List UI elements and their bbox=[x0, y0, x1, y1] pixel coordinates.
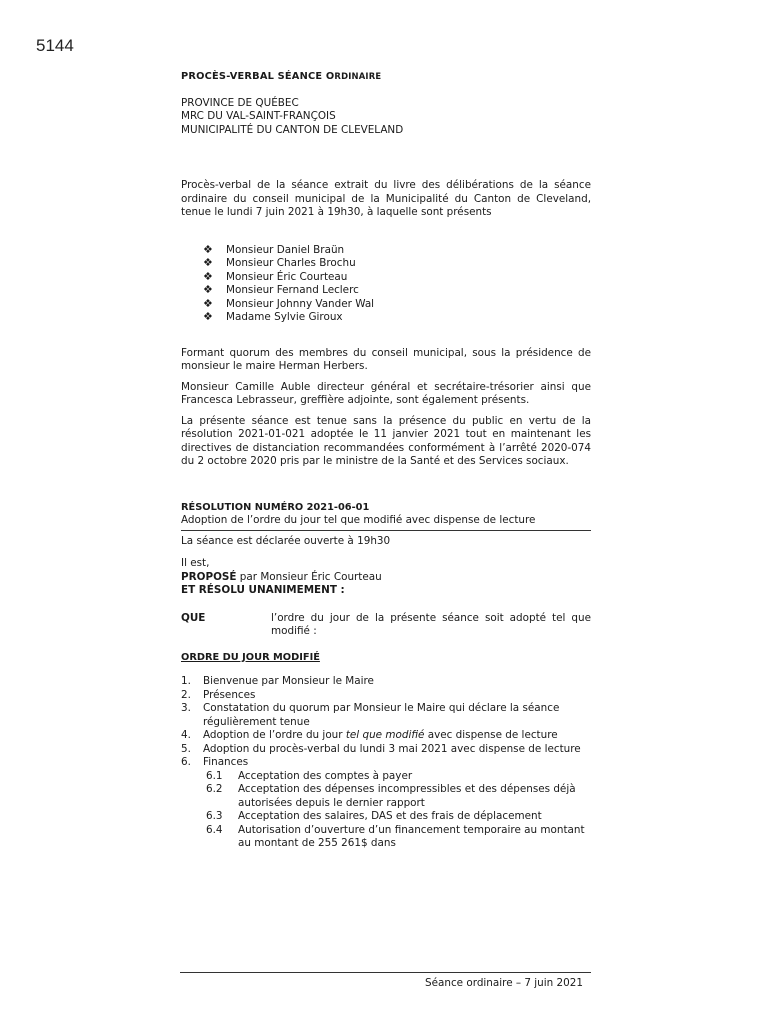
member-item bbox=[203, 298, 591, 312]
diamond-bullet-icon: ❖ bbox=[203, 242, 213, 256]
finance-subitem bbox=[181, 770, 591, 784]
finance-subitem bbox=[181, 824, 591, 851]
subitem-num: 6.4 bbox=[206, 823, 223, 836]
resolution-number: RÉSOLUTION NUMÉRO 2021-06-01 bbox=[181, 501, 370, 513]
diamond-bullet-icon: ❖ bbox=[203, 256, 213, 269]
page-number: 5144 bbox=[36, 36, 74, 55]
header-province: PROVINCE DE QUÉBEC bbox=[181, 96, 299, 109]
subitem-num: 6.2 bbox=[206, 783, 223, 795]
document-title bbox=[181, 70, 591, 84]
agenda-text bbox=[203, 729, 591, 743]
agenda-text: Présences bbox=[203, 688, 256, 701]
agenda-text-after: avec dispense de lecture bbox=[424, 729, 558, 741]
member-name: Monsieur Daniel Braün bbox=[226, 243, 345, 256]
que-text: l’ordre du jour de la présente séance soit adopté tel que modifié : bbox=[271, 611, 591, 637]
member-name: Monsieur Fernand Leclerc bbox=[226, 284, 359, 296]
jurisdiction-header bbox=[181, 97, 591, 138]
agenda-num: 2. bbox=[181, 688, 191, 701]
diamond-bullet-icon: ❖ bbox=[203, 283, 213, 296]
member-name: Monsieur Johnny Vander Wal bbox=[226, 297, 375, 310]
agenda-heading: ORDRE DU JOUR MODIFIÉ bbox=[181, 651, 320, 663]
agenda-num: 3. bbox=[181, 702, 191, 714]
member-name: Madame Sylvie Giroux bbox=[226, 311, 343, 323]
subitem-text: Acceptation des dépenses incompressibles et des dépenses déjà autorisées depuis le dernier rapport bbox=[238, 783, 576, 809]
member-name: Monsieur Charles Brochu bbox=[226, 257, 356, 269]
member-item bbox=[203, 271, 591, 285]
member-name: Monsieur Éric Courteau bbox=[226, 270, 348, 283]
intro-paragraph: Procès-verbal de la séance extrait du livre des délibérations de la séance ordinaire du conseil municipal de la Municipalité du Canton de Cleveland, tenue le lundi 7 juin 2021 à 19h30, à laquelle sont présents bbox=[181, 179, 591, 218]
agenda-item bbox=[181, 743, 591, 757]
agenda-text-before: Adoption de l’ordre du jour bbox=[203, 729, 346, 741]
resolution-title: Adoption de l’ordre du jour tel que modifié avec dispense de lecture bbox=[181, 514, 536, 526]
agenda-text: Bienvenue par Monsieur le Maire bbox=[203, 675, 374, 687]
agenda-num: 4. bbox=[181, 729, 191, 741]
title-part1: PROCÈS-VERBAL SÉANCE O bbox=[181, 71, 335, 82]
diamond-bullet-icon: ❖ bbox=[203, 296, 213, 310]
document-body bbox=[181, 70, 591, 851]
agenda-list bbox=[181, 675, 591, 770]
header-mrc: MRC DU VAL-SAINT-FRANÇOIS bbox=[181, 110, 336, 122]
agenda-item bbox=[181, 702, 591, 729]
session-opened: La séance est déclarée ouverte à 19h30 bbox=[181, 534, 391, 547]
staff-paragraph: Monsieur Camille Auble directeur général et secrétaire-trésorier ainsi que Francesca Lebrasseur, greffière adjointe, sont également présents. bbox=[181, 380, 591, 406]
il-est: Il est, bbox=[181, 557, 210, 569]
members-list bbox=[203, 244, 591, 325]
member-item bbox=[203, 257, 591, 271]
proposed-label: PROPOSÉ bbox=[181, 570, 237, 583]
agenda-item bbox=[181, 729, 591, 743]
que-label: QUE bbox=[181, 611, 206, 624]
quorum-paragraph: Formant quorum des membres du conseil municipal, sous la présidence de monsieur le maire Herman Herbers. bbox=[181, 346, 591, 372]
member-item bbox=[203, 311, 591, 325]
member-item bbox=[203, 244, 591, 258]
finances-sublist bbox=[181, 770, 591, 851]
finance-subitem bbox=[181, 810, 591, 824]
agenda-text: Adoption du procès-verbal du lundi 3 mai 2021 avec dispense de lecture bbox=[203, 742, 581, 755]
resolved-unanimously: ET RÉSOLU UNANIMEMENT : bbox=[181, 584, 345, 596]
page-footer: Séance ordinaire – 7 juin 2021 bbox=[425, 977, 583, 989]
agenda-num: 6. bbox=[181, 756, 191, 768]
public-paragraph: La présente séance est tenue sans la présence du public en vertu de la résolution 2021-01-021 adoptée le 11 janvier 2021 tout en maintenant les directives de distanciation recommandées conformément à l’arrêté 2020-074 du 2 octobre 2020 pris par le ministre de la Santé et des Services sociaux. bbox=[181, 414, 591, 467]
agenda-text: Constatation du quorum par Monsieur le Maire qui déclare la séance régulièrement tenue bbox=[203, 702, 560, 728]
proposed-text: par Monsieur Éric Courteau bbox=[236, 570, 382, 583]
title-part2: RDINAIRE bbox=[334, 71, 382, 81]
diamond-bullet-icon: ❖ bbox=[203, 269, 213, 283]
agenda-num: 1. bbox=[181, 675, 191, 687]
subitem-num: 6.1 bbox=[206, 769, 223, 782]
member-item bbox=[203, 284, 591, 298]
subitem-text: Acceptation des salaires, DAS et des frais de déplacement bbox=[238, 810, 542, 822]
finance-subitem bbox=[181, 783, 591, 810]
subitem-text: Autorisation d’ouverture d’un financement temporaire au montant au montant de 255 261$ dans bbox=[238, 823, 585, 849]
subitem-num: 6.3 bbox=[206, 810, 223, 822]
agenda-item bbox=[181, 689, 591, 703]
agenda-item bbox=[181, 675, 591, 689]
proposed-by bbox=[181, 571, 591, 585]
agenda-text: Finances bbox=[203, 756, 249, 768]
agenda-text-italic: tel que modifié bbox=[345, 729, 425, 741]
que-clause bbox=[181, 612, 591, 639]
diamond-bullet-icon: ❖ bbox=[203, 310, 213, 323]
agenda-num: 5. bbox=[181, 742, 191, 755]
footer-divider bbox=[180, 972, 591, 973]
subitem-text: Acceptation des comptes à payer bbox=[238, 769, 413, 782]
agenda-item bbox=[181, 756, 591, 770]
header-municipality: MUNICIPALITÉ DU CANTON DE CLEVELAND bbox=[181, 123, 404, 136]
resolution-divider bbox=[181, 530, 591, 531]
